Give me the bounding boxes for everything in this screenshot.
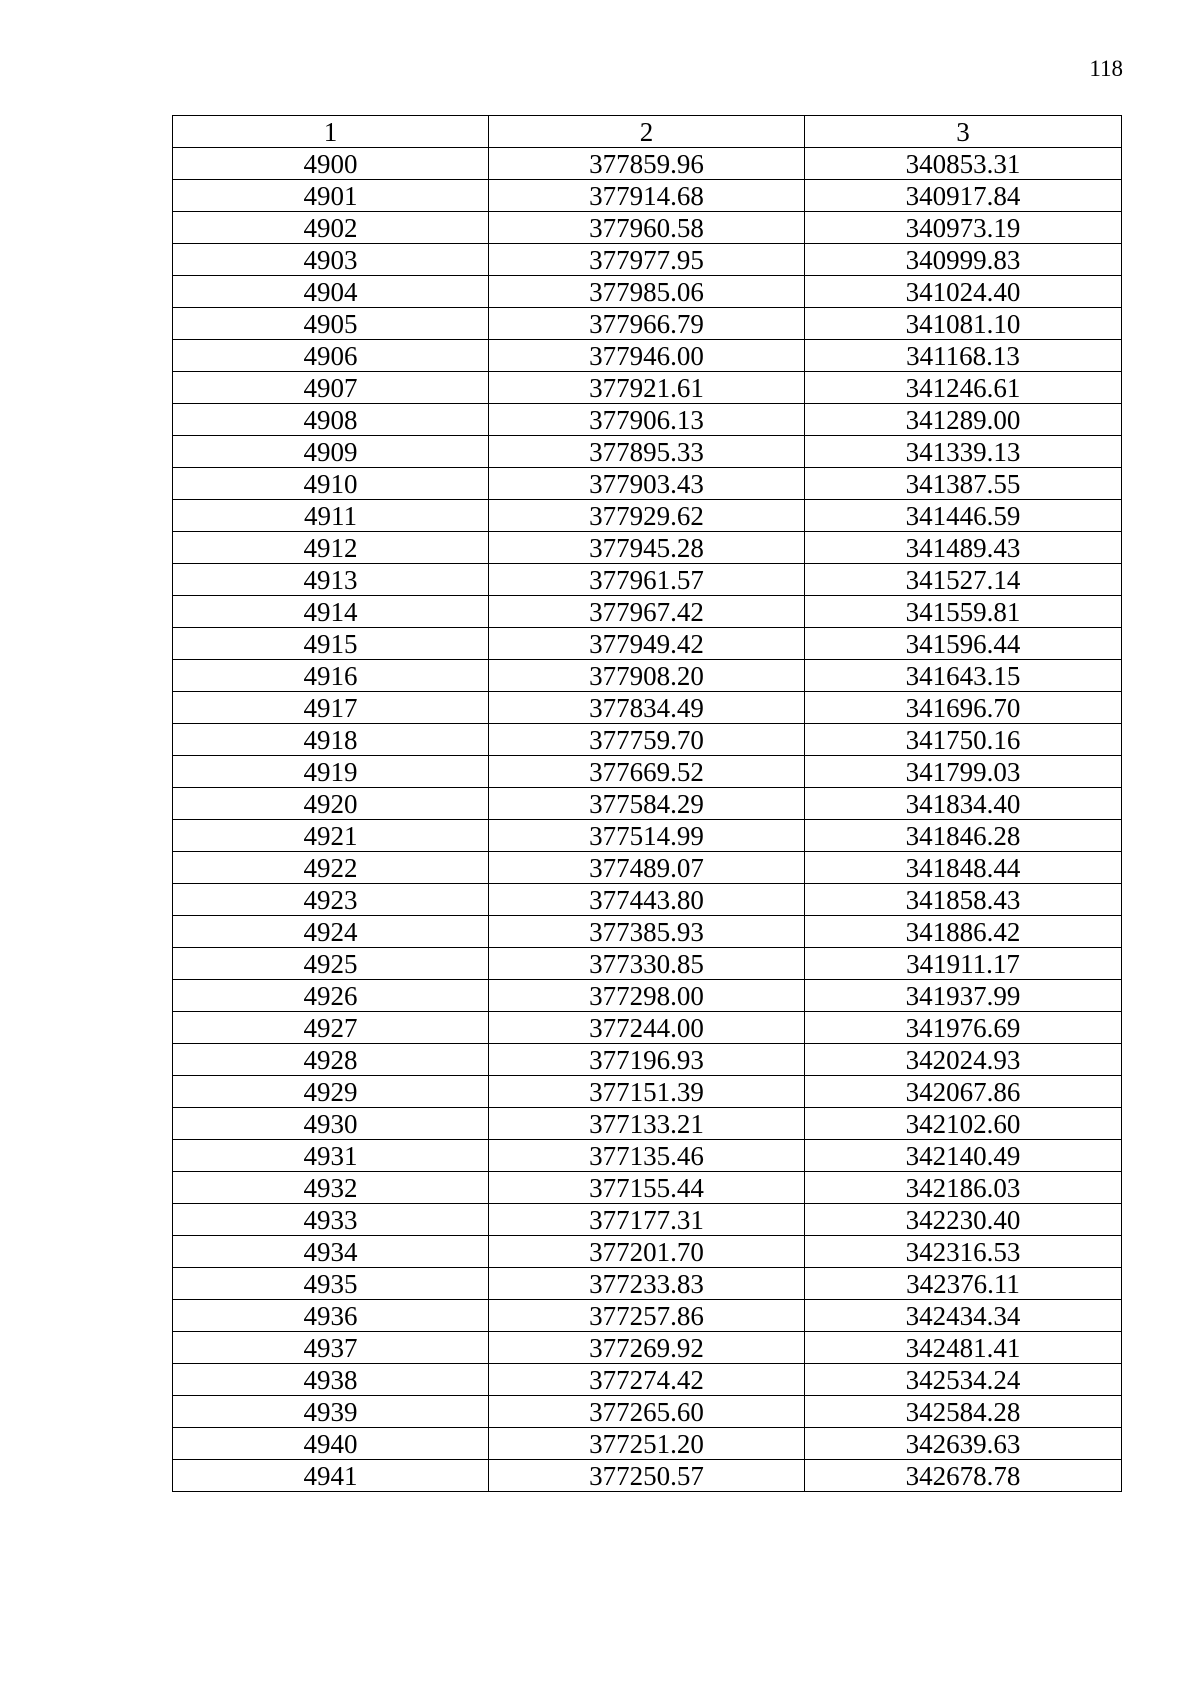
point-number-cell: 4922 xyxy=(173,852,489,884)
table-row xyxy=(173,1012,1122,1044)
coordinate-y-cell: 342584.28 xyxy=(805,1396,1122,1428)
table-row xyxy=(173,1460,1122,1492)
coordinate-x-cell: 377966.79 xyxy=(489,308,805,340)
coordinate-x-cell: 377906.13 xyxy=(489,404,805,436)
coordinate-x-cell: 377244.00 xyxy=(489,1012,805,1044)
point-number-cell: 4912 xyxy=(173,532,489,564)
point-number-cell: 4932 xyxy=(173,1172,489,1204)
coordinate-x-cell: 377443.80 xyxy=(489,884,805,916)
coordinate-x-cell: 377269.92 xyxy=(489,1332,805,1364)
coordinate-y-cell: 341848.44 xyxy=(805,852,1122,884)
point-number-cell: 4916 xyxy=(173,660,489,692)
coordinate-x-cell: 377257.86 xyxy=(489,1300,805,1332)
point-number-cell: 4921 xyxy=(173,820,489,852)
coordinate-x-cell: 377298.00 xyxy=(489,980,805,1012)
coordinate-x-cell: 377921.61 xyxy=(489,372,805,404)
point-number-cell: 4940 xyxy=(173,1428,489,1460)
coordinate-y-cell: 341834.40 xyxy=(805,788,1122,820)
coordinate-x-cell: 377977.95 xyxy=(489,244,805,276)
point-number-cell: 4904 xyxy=(173,276,489,308)
point-number-cell: 4911 xyxy=(173,500,489,532)
table-row xyxy=(173,660,1122,692)
table-row xyxy=(173,564,1122,596)
table-row xyxy=(173,436,1122,468)
table-row xyxy=(173,788,1122,820)
table-row xyxy=(173,1236,1122,1268)
coordinate-y-cell: 341750.16 xyxy=(805,724,1122,756)
coordinate-y-cell: 342376.11 xyxy=(805,1268,1122,1300)
coordinate-x-cell: 377949.42 xyxy=(489,628,805,660)
coordinate-y-cell: 342639.63 xyxy=(805,1428,1122,1460)
table-row xyxy=(173,244,1122,276)
coordinate-y-cell: 341937.99 xyxy=(805,980,1122,1012)
coordinate-x-cell: 377960.58 xyxy=(489,212,805,244)
table-row xyxy=(173,1108,1122,1140)
coordinate-x-cell: 377489.07 xyxy=(489,852,805,884)
table-row xyxy=(173,1428,1122,1460)
coordinate-y-cell: 342102.60 xyxy=(805,1108,1122,1140)
coordinate-y-cell: 342481.41 xyxy=(805,1332,1122,1364)
coordinate-y-cell: 341339.13 xyxy=(805,436,1122,468)
coordinate-y-cell: 341799.03 xyxy=(805,756,1122,788)
table-row xyxy=(173,1364,1122,1396)
table-row xyxy=(173,1076,1122,1108)
coordinate-x-cell: 377233.83 xyxy=(489,1268,805,1300)
coordinate-x-cell: 377903.43 xyxy=(489,468,805,500)
coordinate-y-cell: 341387.55 xyxy=(805,468,1122,500)
table-body xyxy=(173,148,1122,1492)
coordinate-y-cell: 342534.24 xyxy=(805,1364,1122,1396)
coordinates-table xyxy=(172,115,1122,1492)
coordinate-x-cell: 377914.68 xyxy=(489,180,805,212)
point-number-cell: 4926 xyxy=(173,980,489,1012)
coordinate-x-cell: 377201.70 xyxy=(489,1236,805,1268)
point-number-cell: 4908 xyxy=(173,404,489,436)
table-row xyxy=(173,308,1122,340)
table-row xyxy=(173,628,1122,660)
coordinate-x-cell: 377759.70 xyxy=(489,724,805,756)
point-number-cell: 4910 xyxy=(173,468,489,500)
point-number-cell: 4906 xyxy=(173,340,489,372)
coordinate-y-cell: 340917.84 xyxy=(805,180,1122,212)
table-row xyxy=(173,1140,1122,1172)
table-row xyxy=(173,212,1122,244)
coordinate-x-cell: 377946.00 xyxy=(489,340,805,372)
coordinate-y-cell: 341024.40 xyxy=(805,276,1122,308)
coordinate-y-cell: 341168.13 xyxy=(805,340,1122,372)
coordinate-y-cell: 342067.86 xyxy=(805,1076,1122,1108)
coordinate-y-cell: 342434.34 xyxy=(805,1300,1122,1332)
header-cell-1: 1 xyxy=(173,116,489,148)
coordinate-y-cell: 341081.10 xyxy=(805,308,1122,340)
table-row xyxy=(173,1268,1122,1300)
coordinate-x-cell: 377859.96 xyxy=(489,148,805,180)
page-number: 118 xyxy=(1089,56,1123,81)
coordinate-x-cell: 377177.31 xyxy=(489,1204,805,1236)
table-row xyxy=(173,692,1122,724)
point-number-cell: 4907 xyxy=(173,372,489,404)
table-row xyxy=(173,1396,1122,1428)
coordinate-y-cell: 341596.44 xyxy=(805,628,1122,660)
point-number-cell: 4934 xyxy=(173,1236,489,1268)
coordinate-y-cell: 341886.42 xyxy=(805,916,1122,948)
coordinate-y-cell: 341489.43 xyxy=(805,532,1122,564)
coordinate-y-cell: 341858.43 xyxy=(805,884,1122,916)
coordinate-x-cell: 377908.20 xyxy=(489,660,805,692)
coordinate-x-cell: 377330.85 xyxy=(489,948,805,980)
coordinate-y-cell: 340853.31 xyxy=(805,148,1122,180)
table-row xyxy=(173,1332,1122,1364)
coordinate-x-cell: 377133.21 xyxy=(489,1108,805,1140)
coordinate-x-cell: 377155.44 xyxy=(489,1172,805,1204)
table-row xyxy=(173,404,1122,436)
point-number-cell: 4920 xyxy=(173,788,489,820)
coordinate-y-cell: 341696.70 xyxy=(805,692,1122,724)
point-number-cell: 4917 xyxy=(173,692,489,724)
point-number-cell: 4937 xyxy=(173,1332,489,1364)
coordinate-x-cell: 377584.29 xyxy=(489,788,805,820)
table-row xyxy=(173,884,1122,916)
coordinate-y-cell: 341846.28 xyxy=(805,820,1122,852)
table-row xyxy=(173,948,1122,980)
coordinate-x-cell: 377985.06 xyxy=(489,276,805,308)
coordinate-x-cell: 377135.46 xyxy=(489,1140,805,1172)
coordinate-y-cell: 342678.78 xyxy=(805,1460,1122,1492)
point-number-cell: 4927 xyxy=(173,1012,489,1044)
coordinate-y-cell: 341289.00 xyxy=(805,404,1122,436)
point-number-cell: 4930 xyxy=(173,1108,489,1140)
coordinate-x-cell: 377265.60 xyxy=(489,1396,805,1428)
point-number-cell: 4919 xyxy=(173,756,489,788)
coordinate-y-cell: 342024.93 xyxy=(805,1044,1122,1076)
table-row xyxy=(173,180,1122,212)
table-row xyxy=(173,340,1122,372)
coordinate-y-cell: 342140.49 xyxy=(805,1140,1122,1172)
table-row xyxy=(173,148,1122,180)
table-row xyxy=(173,980,1122,1012)
coordinate-x-cell: 377514.99 xyxy=(489,820,805,852)
table-row xyxy=(173,1044,1122,1076)
point-number-cell: 4918 xyxy=(173,724,489,756)
header-cell-2: 2 xyxy=(489,116,805,148)
point-number-cell: 4931 xyxy=(173,1140,489,1172)
coordinate-x-cell: 377961.57 xyxy=(489,564,805,596)
coordinate-x-cell: 377385.93 xyxy=(489,916,805,948)
coordinate-y-cell: 342186.03 xyxy=(805,1172,1122,1204)
coordinate-x-cell: 377250.57 xyxy=(489,1460,805,1492)
table-row xyxy=(173,756,1122,788)
table-row xyxy=(173,532,1122,564)
coordinate-x-cell: 377895.33 xyxy=(489,436,805,468)
point-number-cell: 4939 xyxy=(173,1396,489,1428)
point-number-cell: 4935 xyxy=(173,1268,489,1300)
point-number-cell: 4903 xyxy=(173,244,489,276)
table-row xyxy=(173,916,1122,948)
point-number-cell: 4938 xyxy=(173,1364,489,1396)
header-row xyxy=(173,116,1122,148)
point-number-cell: 4929 xyxy=(173,1076,489,1108)
point-number-cell: 4933 xyxy=(173,1204,489,1236)
coordinate-x-cell: 377274.42 xyxy=(489,1364,805,1396)
table-row xyxy=(173,468,1122,500)
point-number-cell: 4901 xyxy=(173,180,489,212)
point-number-cell: 4941 xyxy=(173,1460,489,1492)
coordinate-y-cell: 342230.40 xyxy=(805,1204,1122,1236)
coordinate-x-cell: 377151.39 xyxy=(489,1076,805,1108)
table-row xyxy=(173,1300,1122,1332)
point-number-cell: 4909 xyxy=(173,436,489,468)
coordinate-x-cell: 377929.62 xyxy=(489,500,805,532)
coordinate-y-cell: 341446.59 xyxy=(805,500,1122,532)
table-row xyxy=(173,852,1122,884)
coordinate-y-cell: 341976.69 xyxy=(805,1012,1122,1044)
coordinate-x-cell: 377834.49 xyxy=(489,692,805,724)
table-row xyxy=(173,276,1122,308)
coordinate-x-cell: 377945.28 xyxy=(489,532,805,564)
table-row xyxy=(173,1204,1122,1236)
coordinate-y-cell: 341527.14 xyxy=(805,564,1122,596)
header-cell-3: 3 xyxy=(805,116,1122,148)
table-row xyxy=(173,1172,1122,1204)
coordinate-y-cell: 341643.15 xyxy=(805,660,1122,692)
table-row xyxy=(173,500,1122,532)
coordinate-y-cell: 341911.17 xyxy=(805,948,1122,980)
coordinate-x-cell: 377669.52 xyxy=(489,756,805,788)
point-number-cell: 4900 xyxy=(173,148,489,180)
point-number-cell: 4902 xyxy=(173,212,489,244)
coordinate-y-cell: 340973.19 xyxy=(805,212,1122,244)
point-number-cell: 4923 xyxy=(173,884,489,916)
point-number-cell: 4913 xyxy=(173,564,489,596)
point-number-cell: 4936 xyxy=(173,1300,489,1332)
table-row xyxy=(173,724,1122,756)
coordinate-y-cell: 340999.83 xyxy=(805,244,1122,276)
point-number-cell: 4925 xyxy=(173,948,489,980)
table-row xyxy=(173,372,1122,404)
coordinate-y-cell: 342316.53 xyxy=(805,1236,1122,1268)
coordinate-x-cell: 377196.93 xyxy=(489,1044,805,1076)
coordinate-x-cell: 377967.42 xyxy=(489,596,805,628)
coordinate-y-cell: 341559.81 xyxy=(805,596,1122,628)
point-number-cell: 4924 xyxy=(173,916,489,948)
table-row xyxy=(173,596,1122,628)
coordinate-y-cell: 341246.61 xyxy=(805,372,1122,404)
point-number-cell: 4914 xyxy=(173,596,489,628)
table-row xyxy=(173,820,1122,852)
coordinate-x-cell: 377251.20 xyxy=(489,1428,805,1460)
point-number-cell: 4905 xyxy=(173,308,489,340)
point-number-cell: 4928 xyxy=(173,1044,489,1076)
point-number-cell: 4915 xyxy=(173,628,489,660)
